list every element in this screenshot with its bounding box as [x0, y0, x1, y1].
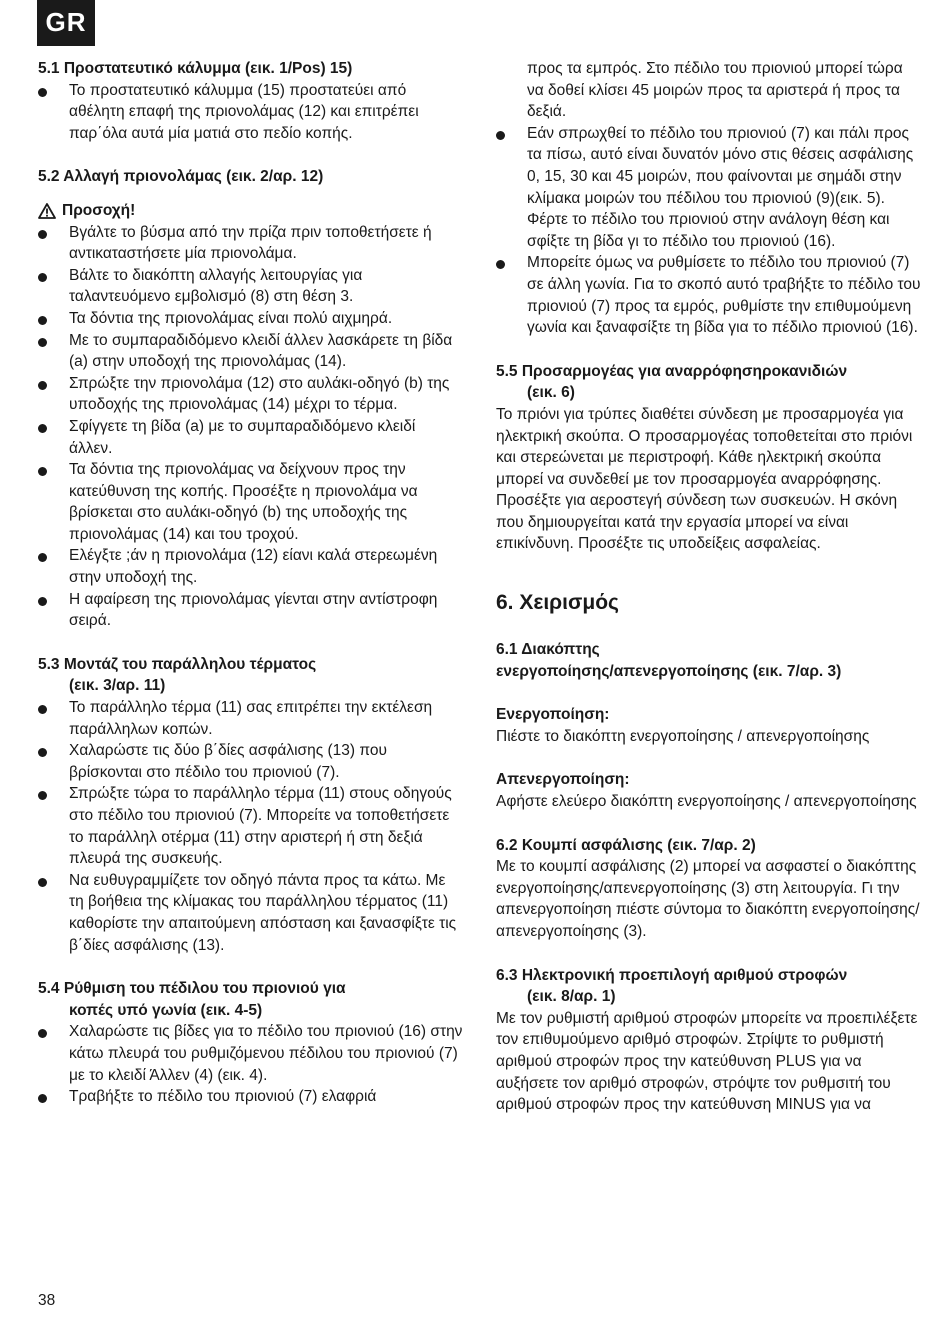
list-item: Σπρώξτε τώρα το παράλληλο τέρμα (11) στους οδηγούς στο πέδιλο του πριονιού (7). Μπορείτε να τοποθετήσετε το παράλληλ οτέρμα (11) στην αριστερή ή στη δεξιά πλευρά της συσκευής. — [38, 783, 463, 869]
list-item: Τα δόντια της πριονολάμας είναι πολύ αιχμηρά. — [38, 308, 463, 330]
bullet-icon — [38, 748, 47, 757]
section-5-4-list — [38, 1021, 463, 1107]
list-item: Μπορείτε όμως να ρυθμίσετε το πέδιλο του πριονιού (7) σε άλλη γωνία. Για το σκοπό αυτό τραβήξτε το πέδιλο του πριονιού (7) προς τα εμρός, ρυθμίστε την επιθυμούμενη γωνία και ξαναφσίξτε τη βίδα για το πέδιλο πριονιού (16). — [496, 252, 921, 338]
list-item: Χαλαρώστε τις βίδες για το πέδιλο του πριονιού (16) στην κάτω πλευρά του ρυθμιζόμενου πέδιλου του πριονιού (7) με το κλειδί Άλλεν (4) (εικ. 4). — [38, 1021, 463, 1086]
section-5-2-list — [38, 222, 463, 632]
list-item: Βάλτε το διακόπτη αλλαγής λειτουργίας για ταλαντευόμενο εμβολισμό (8) στη θέση 3. — [38, 265, 463, 308]
section-6-2-body: Με το κουμπί ασφάλισης (2) μπορεί να ασφαστεί ο διακόπτης ενεργοποίησης/απενεργοποίησης (3) στη λειτουργία. Γι την απενεργοποίηση πιέστε σύντομα το διακόπτη ενεργοποίησης/απενεργοποίησης (3). — [496, 858, 920, 940]
bullet-icon — [496, 131, 505, 140]
section-6-title: 6. Χειρισμός — [496, 591, 619, 615]
bullet-icon — [38, 705, 47, 714]
section-5-5-body: Το πριόνι για τρύπες διαθέτει σύνδεση με προσαρμογέα για ηλεκτρική σκούπα. Ο προσαρμογέας τοποθετείται στο πριόνι και στερεώνεται με περιστροφή. Κάθε ηλεκτρική σκούπα μπορεί να συνδεθεί με τον προσαρμογέα αναρρόφησης. Προσέξτε για αεροστεγή σύνδεση των συσκευών. Η σκόνη που δημιουργείται κατά την εργασία μπορεί να είναι επικίνδυνη. Προσέξτε τις υποδείξεις ασφαλείας. — [496, 405, 913, 553]
bullet-icon — [38, 553, 47, 562]
bullet-icon — [38, 273, 47, 282]
list-item: Σφίγγετε τη βίδα (a) με το συμπαραδιδόμενο κλειδί άλλεν. — [38, 416, 463, 459]
bullet-icon — [38, 88, 47, 97]
section-6-1-title: 6.1 Διακόπτης ενεργοποίησης/απενεργοποίησης (εικ. 7/αρ. 3) — [496, 641, 842, 680]
section-5-3-title: 5.3 Μοντάζ του παράλληλου τέρματος (εικ. 3/αρ. 11) — [38, 655, 317, 695]
list-item: Με το συμπαραδιδόμενο κλειδί άλλεν λασκάρετε τη βίδα (a) στην υποδοχή της πριονολάμας (14). — [38, 330, 463, 373]
bullet-icon — [38, 878, 47, 887]
section-5-1-list — [38, 80, 463, 145]
section-6-3-title: 6.3 Ηλεκτρονική προεπιλογή αριθμού στροφών (εικ. 8/αρ. 1) — [496, 966, 848, 1006]
bullet-icon — [38, 424, 47, 433]
section-5-1-title: 5.1 Προστατευτικό κάλυμμα (εικ. 1/Pos) 15) — [38, 60, 353, 77]
right-column — [496, 58, 921, 1116]
switch-on-body: Πιέστε το διακόπτη ενεργοποίησης / απενεργοποίησης — [496, 727, 870, 745]
section-5-3-list — [38, 697, 463, 956]
list-item: Σπρώξτε την πριονολάμα (12) στο αυλάκι-οδηγό (b) της υποδοχής της πριονολάμας (14) μέχρι το τέρμα. — [38, 373, 463, 416]
switch-off-body: Αφήστε ελεύερο διακόπτη ενεργοποίησης / απενεργοποίησης — [496, 793, 917, 811]
bullet-icon — [38, 230, 47, 239]
bullet-icon — [38, 791, 47, 800]
section-5-4-title: 5.4 Ρύθμιση του πέδιλου του πριονιού για κοπές υπό γωνία (εικ. 4-5) — [38, 980, 346, 1019]
list-item: Το παράλληλο τέρμα (11) σας επιτρέπει την εκτέλεση παράλληλων κοπών. — [38, 697, 463, 740]
page-number: 38 — [38, 1292, 56, 1309]
bullet-icon — [496, 260, 505, 269]
list-item: Να ευθυγραμμίζετε τον οδηγό πάντα προς τα κάτω. Με τη βοήθεια της κλίμακας του παράλληλου τέρματος (11) καθορίστε την απαιτούμενη απόσταση και ξανασφίξτε τις β΄δίες ασφάλισης (13). — [38, 870, 463, 956]
list-item: Χαλαρώστε τις δύο β΄δίες ασφάλισης (13) που βρίσκονται στο πέδιλο του πριονιού (7). — [38, 740, 463, 783]
section-5-4-continuation: προς τα εμπρός. Στο πέδιλο του πριονιού μπορεί τώρα να δοθεί κλίσει 45 μοιρών προς τα αριστερά ή προς τα δεξιά. — [527, 60, 903, 121]
section-5-2-title: 5.2 Αλλαγή πριονολάμας (εικ. 2/αρ. 12) — [38, 168, 324, 186]
list-item: Εάν σπρωχθεί το πέδιλο του πριονιού (7) και πάλι προς τα πίσω, αυτό είναι δυνατόν μόνο στις θέσεις ασφάλισης 0, 15, 30 και 45 μοιρών, που φαίνονται με σημάδι στην κλίμακα μοιρών του πέδιλου του πριονιού (9)(εικ. 5). Φέρτε το πέδιλο του πριονιού στην ανάλογη θέση και σφίξτε τη βίδα γι το πέδιλο του πριονιού (16). — [496, 123, 921, 253]
bullet-icon — [38, 1029, 47, 1038]
section-5-5-title: 5.5 Προσαρμογέας για αναρρόφησηροκανιδιών (εικ. 6) — [496, 362, 848, 402]
bullet-icon — [38, 381, 47, 390]
section-6-2-title: 6.2 Κουμπί ασφάλισης (εικ. 7/αρ. 2) — [496, 836, 756, 854]
warning-label: Προσοχή! — [62, 201, 136, 219]
bullet-icon — [38, 316, 47, 325]
warning-note — [38, 200, 463, 222]
list-item: Ελέγξτε ;άν η πριονολάμα (12) είανι καλά στερεωμένη στην υποδοχή της. — [38, 545, 463, 588]
section-6-3-body: Με τον ρυθμιστή αριθμού στροφών μπορείτε να προεπιλέξετε τον επιθυμούμενο αριθμό στροφών. Στρίψτε το ρυθμιστή αριθμού στροφών προς την κατεύθυνση PLUS για να αυξήσετε τον αριθμό στροφών, στρόψτε τον ρυθμσιτή του αριθμού στροφών προς την κατεύθυνση MINUS για να — [496, 1009, 918, 1114]
left-column — [38, 58, 463, 1108]
list-item: Τραβήξτε το πέδιλο του πριονιού (7) ελαφριά — [38, 1086, 463, 1108]
switch-on-title: Ενεργοποίηση: — [496, 706, 610, 724]
list-item: Η αφαίρεση της πριονολάμας γίενται στην αντίστροφη σειρά. — [38, 589, 463, 632]
list-item: Τα δόντια της πριονολάμας να δείχνουν προς την κατεύθυνση της κοπής. Προσέξτε η πριονολάμα να βρίσκεται στο αυλάκι-οδηγό (b) της υποδοχής της πριονολάμας (14) και του τροχού. — [38, 459, 463, 545]
list-item: Το προστατευτικό κάλυμμα (15) προστατεύει από αθέλητη επαφή της πριονολάμας (12) και επιτρέπει παρ΄όλα αυτά μία ματιά στο πεδίο κοπής. — [38, 80, 463, 145]
warning-triangle-icon — [38, 203, 56, 219]
bullet-icon — [38, 467, 47, 476]
language-badge: GR — [37, 0, 95, 46]
switch-off-title: Απενεργοποίηση: — [496, 771, 630, 789]
list-item: Βγάλτε το βύσμα από την πρίζα πριν τοποθετήσετε ή αντικαταστήσετε μία πριονολάμα. — [38, 222, 463, 265]
section-5-4-list-cont — [496, 123, 921, 339]
bullet-icon — [38, 597, 47, 606]
bullet-icon — [38, 338, 47, 347]
bullet-icon — [38, 1094, 47, 1103]
